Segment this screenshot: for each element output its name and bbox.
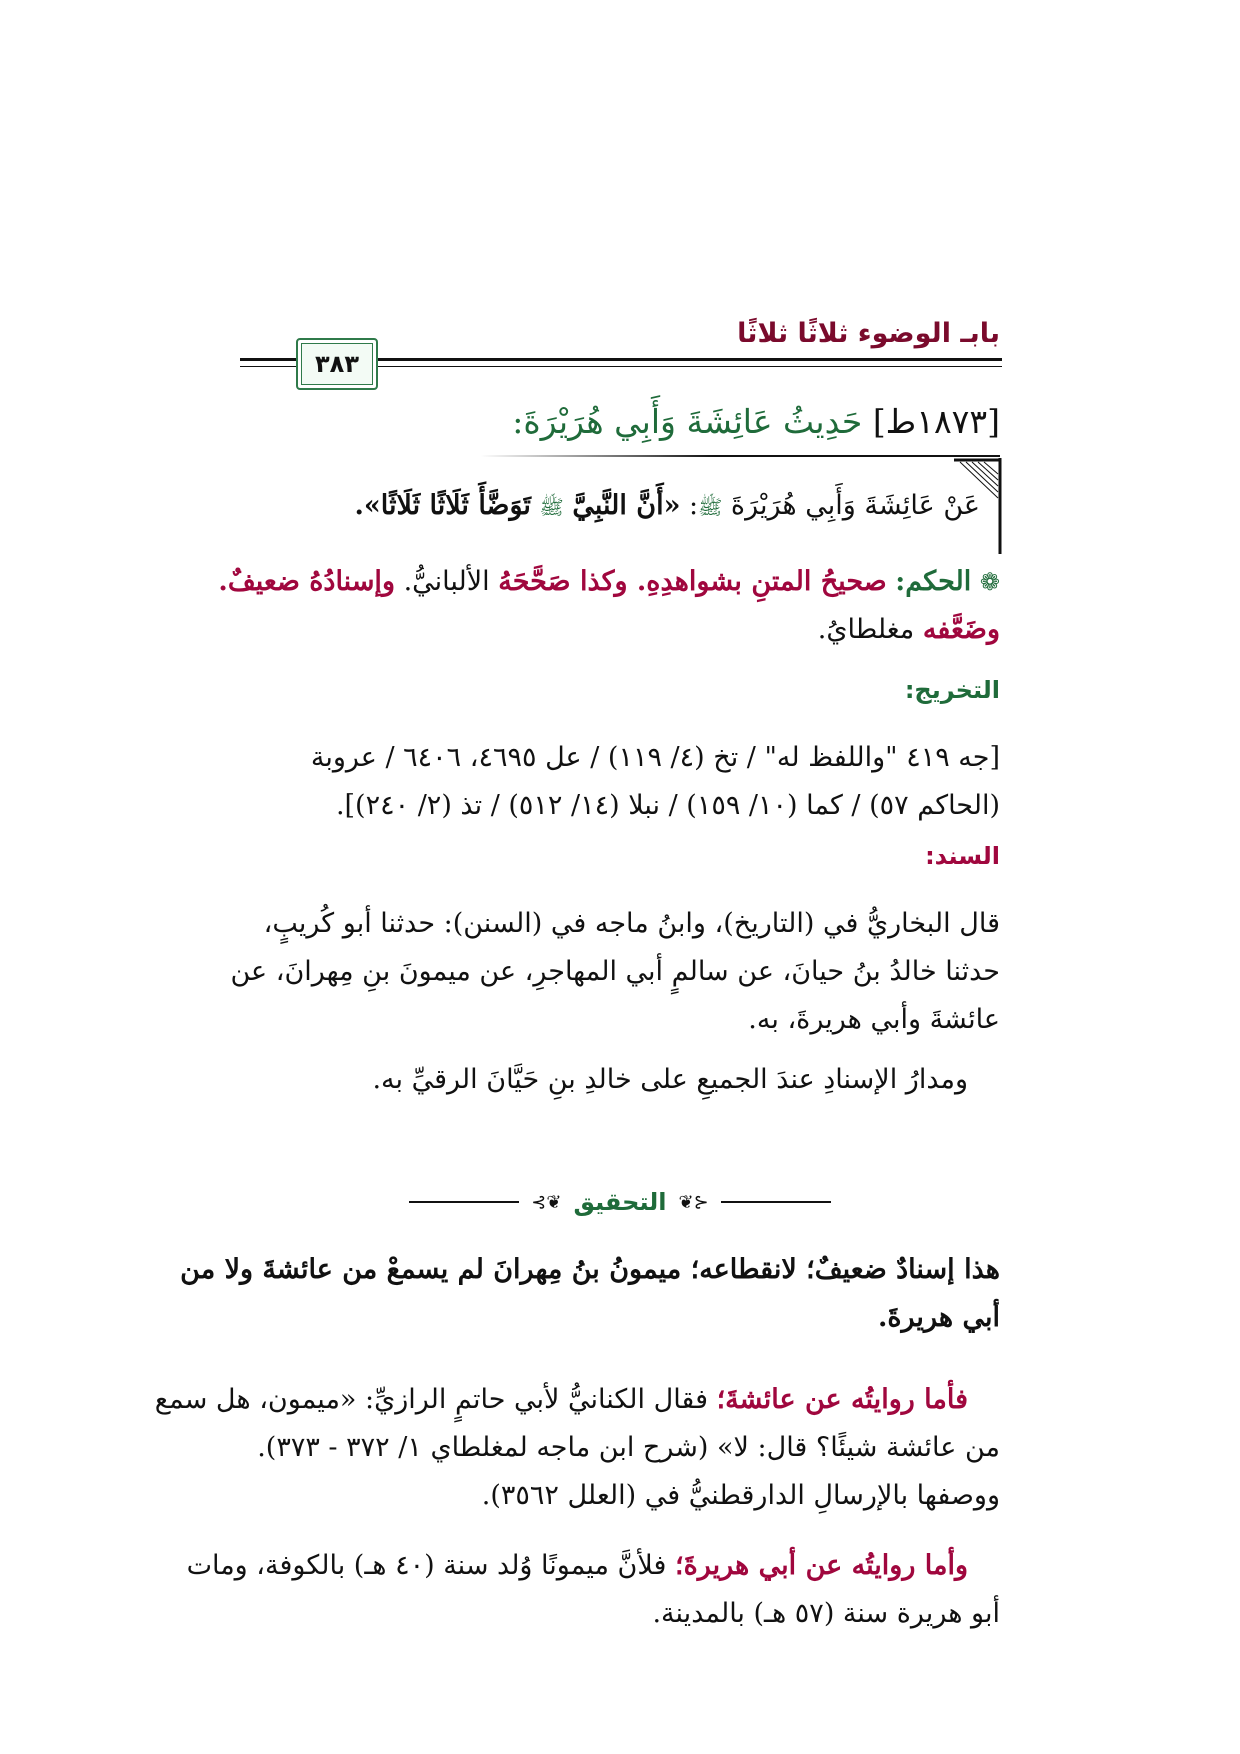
header-rule xyxy=(362,358,1002,361)
hadith-colon: : xyxy=(689,490,699,521)
hadith-text xyxy=(355,490,980,524)
sanad-line-4: ومدارُ الإسنادِ عندَ الجميعِ على خالدِ بنِ حَيَّانَ الرقيِّ به. xyxy=(372,1064,968,1095)
tahqiq-label: التحقيق xyxy=(573,1188,667,1216)
takhrij-line-1: [جه ٤١٩ "واللفظ له" / تخ (٤/ ١١٩) / عل ٤٦٩٥، ٦٤٠٦ / عروبة xyxy=(310,742,1000,773)
takhrij-label: التخريج: xyxy=(904,676,1000,704)
hadith-heading xyxy=(512,402,1000,441)
flower-icon: ❁ xyxy=(979,568,1000,596)
tahqiq-p3-line-1 xyxy=(186,1546,968,1586)
tahqiq-p3-lead: وأما روايتُه عن أبي هريرةَ؛ xyxy=(674,1550,968,1581)
sanad-label: السند: xyxy=(925,842,1000,870)
ruling-weakened: وضَعَّفه xyxy=(922,614,1000,645)
hadith-quote-rest: تَوَضَّأَ ثَلَاثًا ثَلَاثًا». xyxy=(354,490,531,521)
takhrij-line-2: (الحاكم ٥٧) / كما (١٠/ ١٥٩) / نبلا (١٤/ ٥١٢) / تذ (٢/ ٢٤٠)]. xyxy=(335,790,1000,821)
scroll-ornament-icon: ⊰❦ xyxy=(678,1191,709,1213)
header-rule-left xyxy=(240,358,300,361)
running-title: بابـ الوضوء ثلاثًا ثلاثًا xyxy=(737,318,1000,349)
ruling-mughaltai: مغلطايُ. xyxy=(817,614,915,645)
prophet-honorific: ﷺ xyxy=(539,495,564,519)
tahqiq-line-2: أبي هريرةَ. xyxy=(877,1302,1000,1333)
sanad-line-2: حدثنا خالدُ بنُ حيانَ، عن سالمٍ أبي المهاجرِ، عن ميمونَ بنِ مِهرانَ، عن xyxy=(230,956,1000,987)
ruling-albani: الألبانيُّ. xyxy=(403,566,490,597)
page-number: ٣٨٣ xyxy=(315,350,359,378)
tahqiq-p2-line-2: من عائشة شيئًا؟ قال: لا» (شرح ابن ماجه لمغلطاي ١/ ٣٧٢ - ٣٧٣). xyxy=(257,1432,1000,1463)
hadith-quote-open: «أَنَّ النَّبِيَّ xyxy=(572,490,681,521)
ruling-line-1 xyxy=(218,562,1000,602)
ruling-label: الحكم: xyxy=(895,566,972,597)
tahqiq-divider xyxy=(0,1188,1240,1216)
divider-bar-left xyxy=(409,1201,519,1203)
sanad-line-3: عائشةَ وأبي هريرةَ، به. xyxy=(748,1004,1000,1035)
page-number-frame xyxy=(296,338,378,390)
tahqiq-p2-lead: فأما روايتُه عن عائشةَ؛ xyxy=(716,1384,968,1415)
heading-underline xyxy=(480,455,1000,457)
ruling-text-2: وإسنادُهُ ضعيفٌ. xyxy=(218,566,395,597)
tahqiq-p2-line-1 xyxy=(154,1380,968,1420)
tahqiq-line-1: هذا إسنادٌ ضعيفٌ؛ لانقطاعه؛ ميمونُ بنُ مِهرانَ لم يسمعْ من عائشةَ ولا من xyxy=(180,1254,1000,1285)
companions-honorific: ﷺ xyxy=(698,495,723,519)
hadith-number: [١٨٧٣ط] xyxy=(872,402,1000,441)
header-rule-thin xyxy=(362,366,1002,367)
hadith-intro: عَنْ عَائِشَةَ وَأَبِي هُرَيْرَةَ xyxy=(730,490,980,521)
tahqiq-p3-line-2: أبو هريرة سنة (٥٧ هـ) بالمدينة. xyxy=(652,1598,1000,1629)
ruling-text-1: صحيحُ المتنِ بشواهدِهِ. وكذا صَحَّحَهُ xyxy=(498,566,887,597)
divider-bar-right xyxy=(721,1201,831,1203)
tahqiq-p2-line-3: ووصفها بالإرسالِ الدارقطنيُّ في (العلل ٣٥٦٢). xyxy=(481,1480,1000,1511)
hadith-title: حَدِيثُ عَائِشَةَ وَأَبِي هُرَيْرَةَ: xyxy=(512,402,863,441)
tahqiq-p2-text: فقال الكنانيُّ لأبي حاتمٍ الرازيِّ: «ميمون، هل سمع xyxy=(154,1384,708,1415)
scroll-ornament-icon: ❦⊱ xyxy=(531,1191,562,1213)
sanad-line-1: قال البخاريُّ في (التاريخ)، وابنُ ماجه في (السنن): حدثنا أبو كُريبٍ، xyxy=(263,908,1000,939)
ruling-line-2 xyxy=(240,610,1000,650)
header-rule-left-thin xyxy=(240,366,300,367)
tahqiq-p3-text: فلأنَّ ميمونًا وُلد سنة (٤٠ هـ) بالكوفة، ومات xyxy=(186,1550,667,1581)
